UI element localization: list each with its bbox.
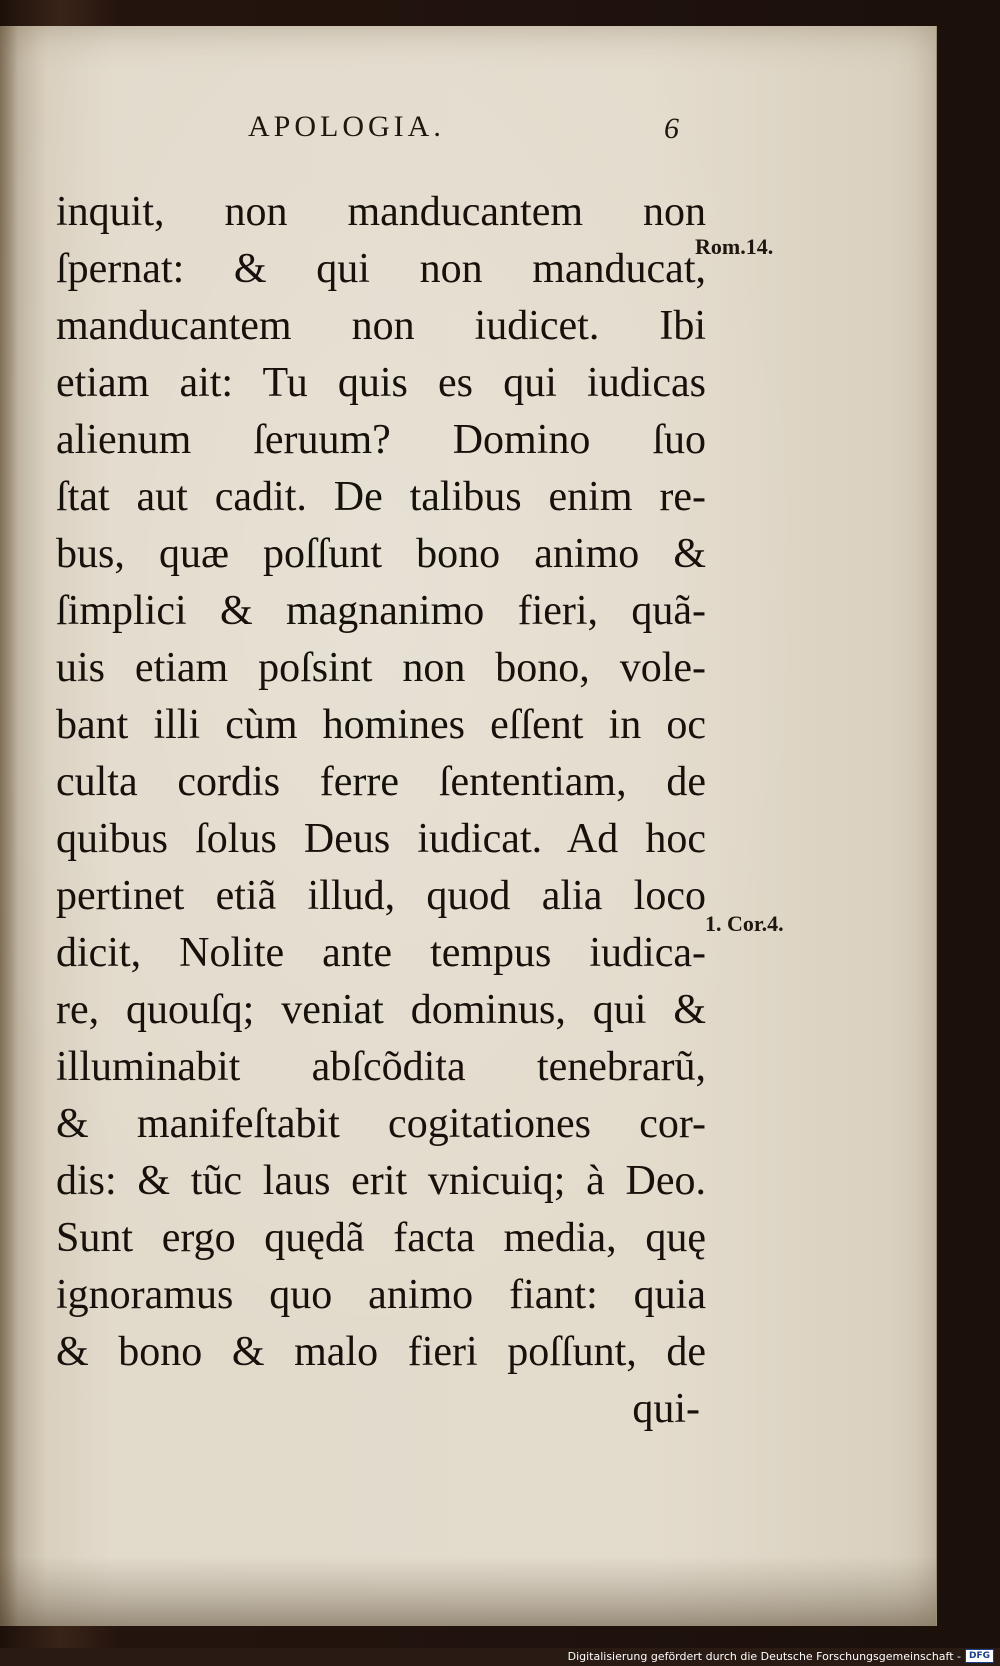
catchword: qui- [632,1386,700,1432]
text-line: quibus ſolus Deus iudicat. Ad hoc [56,816,706,862]
running-head: APOLOGIA. [248,110,445,143]
marginal-note-romans: Rom.14. [695,234,774,259]
page-bottom-shadow [0,1556,936,1626]
page-number: 6 [664,112,679,145]
text-line: pertinet etiã illud, quod alia loco [56,873,706,919]
text-line: & manifeſtabit cogitationes cor- [56,1101,706,1147]
text-line: culta cordis ferre ſententiam, de [56,759,706,805]
text-line: dis: & tũc laus erit vnicuiq; à Deo. [56,1158,706,1204]
text-line: etiam ait: Tu quis es qui iudicas [56,360,706,406]
text-line: re, quouſq; veniat dominus, qui & [56,987,706,1033]
text-line: uis etiam poſsint non bono, vole- [56,645,706,691]
text-line: ſtat aut cadit. De talibus enim re- [56,474,706,520]
binding-shadow [0,26,18,1626]
text-line: bus, quæ poſſunt bono animo & [56,531,706,577]
digitization-credit [568,1648,994,1664]
text-line: Sunt ergo quędã facta media, quę [56,1215,706,1261]
text-line: dicit, Nolite ante tempus iudica- [56,930,706,976]
dfg-logo-icon: DFG [965,1649,994,1663]
text-line: & bono & malo fieri poſſunt, de [56,1329,706,1375]
text-line: alienum ſeruum? Domino ſuo [56,417,706,463]
book-page [0,26,937,1626]
text-line: bant illi cùm homines eſſent in oc [56,702,706,748]
body-text [56,184,706,1438]
text-line: ignoramus quo animo fiant: quia [56,1272,706,1318]
text-line: ſimplici & magnanimo fieri, quã- [56,588,706,634]
marginal-note-corinthians: 1. Cor.4. [705,911,784,936]
text-line: ſpernat: & qui non manducat, [56,246,706,292]
text-line: inquit, non manducantem non [56,189,706,235]
text-line: manducantem non iudicet. Ibi [56,303,706,349]
text-line: illuminabit abſcõdita tenebrarũ, [56,1044,706,1090]
credit-text: Digitalisierung gefördert durch die Deutsche Forschungsgemeinschaft - [567,1649,961,1663]
